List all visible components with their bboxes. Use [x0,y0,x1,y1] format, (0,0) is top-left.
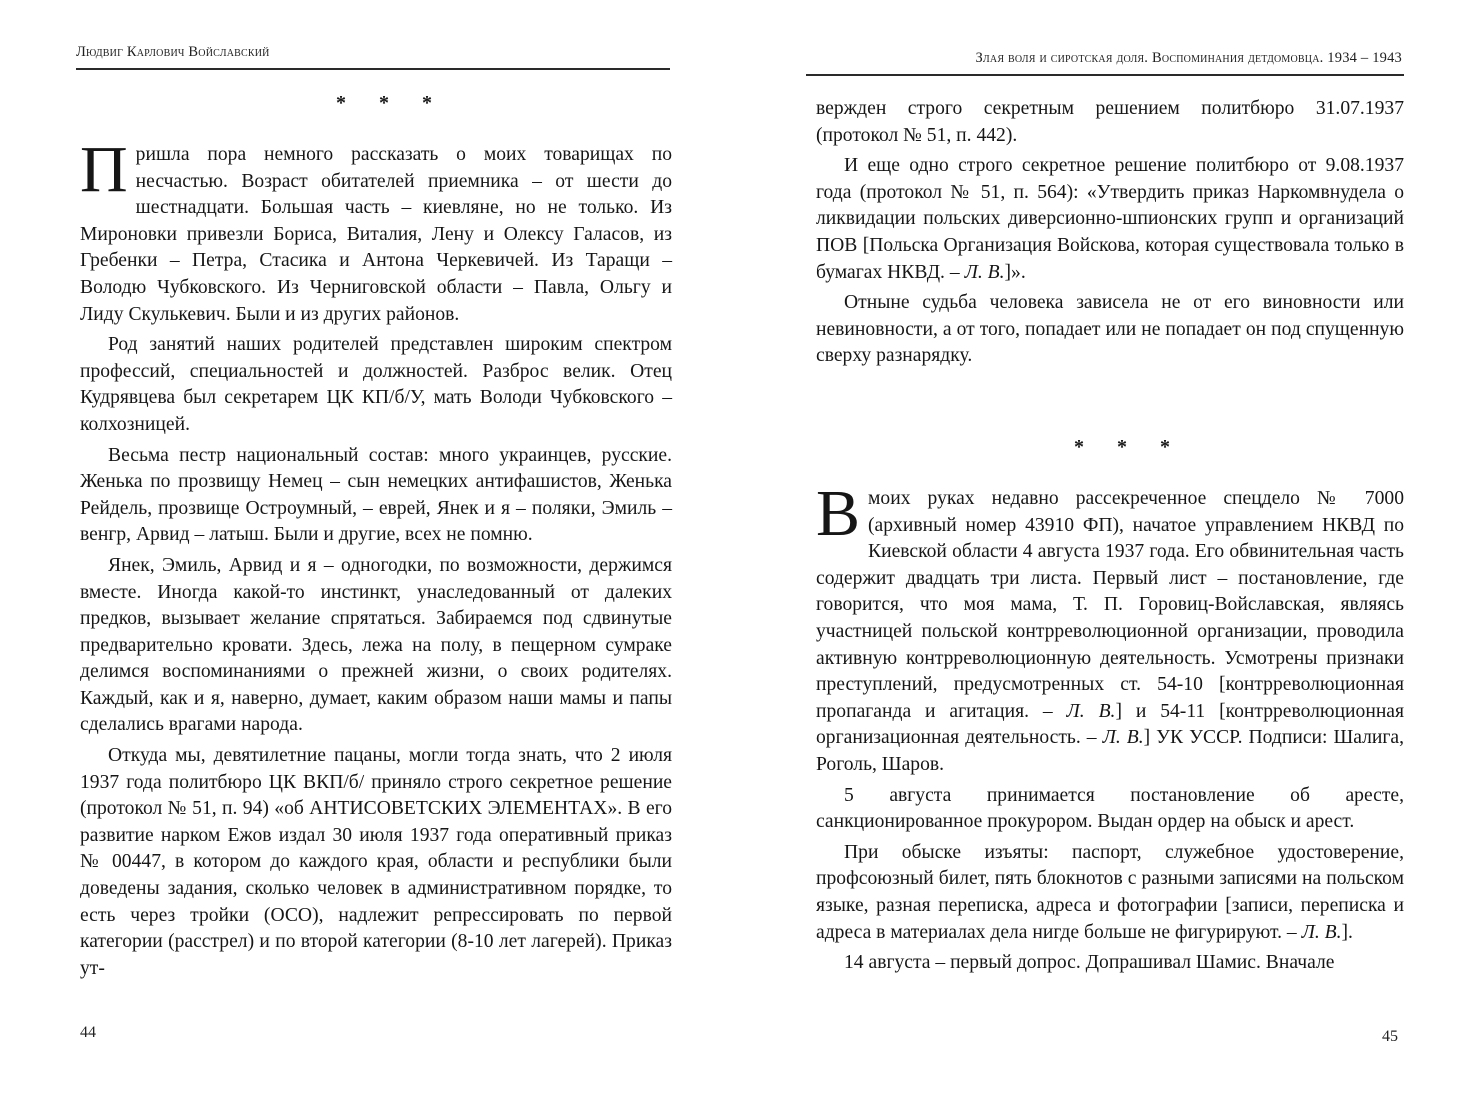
author-initials: Л. В. [1301,921,1342,943]
left-header-rule [76,68,670,70]
right-paragraph-4-text-b: ] и 54-11 [контрреволюционная организационная деятельность. – [816,700,1405,749]
left-drop-cap: П [80,133,128,206]
right-paragraph-2-text-a: И еще одно строго секретное решение политбюро от 9.08.1937 года (протокол № 51, п. 564): «Утвердить приказ Наркомвнудела о ликвидации польских диверсионно-шпионских групп и организаций ПОВ [Польска Организация Войскова, которая существовала только в бумагах НКВД. – [816,155,1404,283]
left-section-ornament: * * * [336,92,446,114]
right-paragraph-4 [816,477,1405,779]
left-paragraph-4: Янек, Эмиль, Арвид и я – одногодки, по возможности, держимся вместе. Иногда какой-то инстинкт, унаследованный от далеких предков, вызывает желание спрятаться. Забираемся под сдвинутые предварительно кровати. Здесь, лежа на полу, в пещерном сумраке делимся воспоминаниями о прежней жизни, о своих родителях. Каждый, как и я, наверно, думает, каким образом наши мамы и папы сделались врагами народа. [80,554,672,736]
right-running-head: Злая воля и сиротская доля. Воспоминания детдомовца. 1934 – 1943 [975,50,1402,66]
left-body-text [80,133,672,982]
right-body-text-bottom [816,477,1405,977]
right-paragraph-4-text-c: ] УК УССР. Подписи: Шалига, Роголь, Шаров. [816,727,1404,775]
right-paragraph-6 [816,840,1404,946]
right-paragraph-2-text-b: ]». [1004,261,1026,283]
right-paragraph-6-text-a: При обыске изъяты: паспорт, служебное удостоверение, профсоюзный билет, пять блокнотов с разными записями на польском языке, разная переписка, адреса и фотографии [записи, переписка и адреса в материалах дела нигде больше не фигурируют. – [816,841,1404,943]
right-paragraph-5: 5 августа принимается постановление об аресте, санкционированное прокурором. Выдан ордер на обыск и арест. [816,784,1404,833]
right-paragraph-1: вержден строго секретным решением политбюро 31.07.1937 (протокол № 51, п. 442). [816,98,1404,146]
left-paragraph-2: Род занятий наших родителей представлен широким спектром профессий, специальностей и должностей. Разброс велик. Отец Кудрявцева был секретарем ЦК КП/б/У, мать Володи Чубковского – колхозницей. [80,334,672,435]
right-paragraph-2 [816,153,1404,286]
left-running-head: Людвиг Карлович Войславский [76,44,270,60]
right-paragraph-4-text-a: моих руках недавно рассекреченное спецдело № 7000 (архивный номер 43910 ФП), начатое управлением НКВД по Киевской области 4 августа 1937 года. Его обвинительная часть содержит двадцать три листа. Первый лист – постановление, где говорится, что моя мама, Т. П. Горовиц-Войславская, являясь участницей польской контрреволюционной организации, проводила активную контрреволюционную деятельность. Усмотрены признаки преступлений, предусмотренных ст. 54-10 [контрреволюционная пропаганда и агитация. – [816,488,1404,722]
right-header-rule [806,74,1404,76]
right-body-text-top [816,96,1404,370]
left-paragraph-3: Весьма пестр национальный состав: много украинцев, русские. Женька по прозвищу Немец – сын немецких антифашистов, Женька Рейдель, прозвище Остроумный, – еврей, Янек и я – поляки, Эмиль – венгр, Арвид – латыш. Были и другие, всех не помню. [80,444,672,546]
right-page-number: 45 [1382,1028,1398,1045]
right-drop-cap: В [816,477,861,550]
right-paragraph-3: Отныне судьба человека зависела не от его виновности или невиновности, а от того, попадает или не попадает он под спущенную сверху разнарядку. [816,292,1404,367]
author-initials: Л. В. [1066,700,1116,722]
left-paragraph-5: Откуда мы, девятилетние пацаны, могли тогда знать, что 2 июля 1937 года политбюро ЦК ВКП/б/ приняло строго секретное решение (протокол № 51, п. 94) «об АНТИСОВЕТСКИХ ЭЛЕМЕНТАХ». В его развитие нарком Ежов издал 30 июля 1937 года оперативный приказ № 00447, в котором до каждого края, области и республики были доведены задания, сколько человек в административном порядке, то есть через тройки (ОСО), надлежит репрессировать по первой категории (расстрел) и по второй категории (8-10 лет лагерей). Приказ ут- [80,745,672,979]
left-paragraph-1-text: ришла пора немного рассказать о моих товарищах по несчастью. Возраст обитателей приемника – от шести до шестнадцати. Большая часть – киевляне, но не только. Из Мироновки привезли Бориса, Виталия, Лену и Олексу Галасов, из Гребенки – Петра, Стасика и Антона Черкевичей. Из Таращи – Володю Чубковского. Из Черниговской области – Павла, Ольгу и Лиду Скулькевич. Были и из других районов. [80,144,672,325]
author-initials: Л. В. [964,261,1005,283]
right-page [738,0,1476,1098]
author-initials: Л. В. [1102,727,1144,749]
right-section-ornament: * * * [1074,436,1184,458]
right-paragraph-7: 14 августа – первый допрос. Допрашивал Шамис. Вначале [844,952,1335,974]
right-paragraph-6-text-b: ]. [1341,921,1353,943]
left-page-number: 44 [80,1024,96,1041]
left-paragraph-1 [80,133,672,328]
